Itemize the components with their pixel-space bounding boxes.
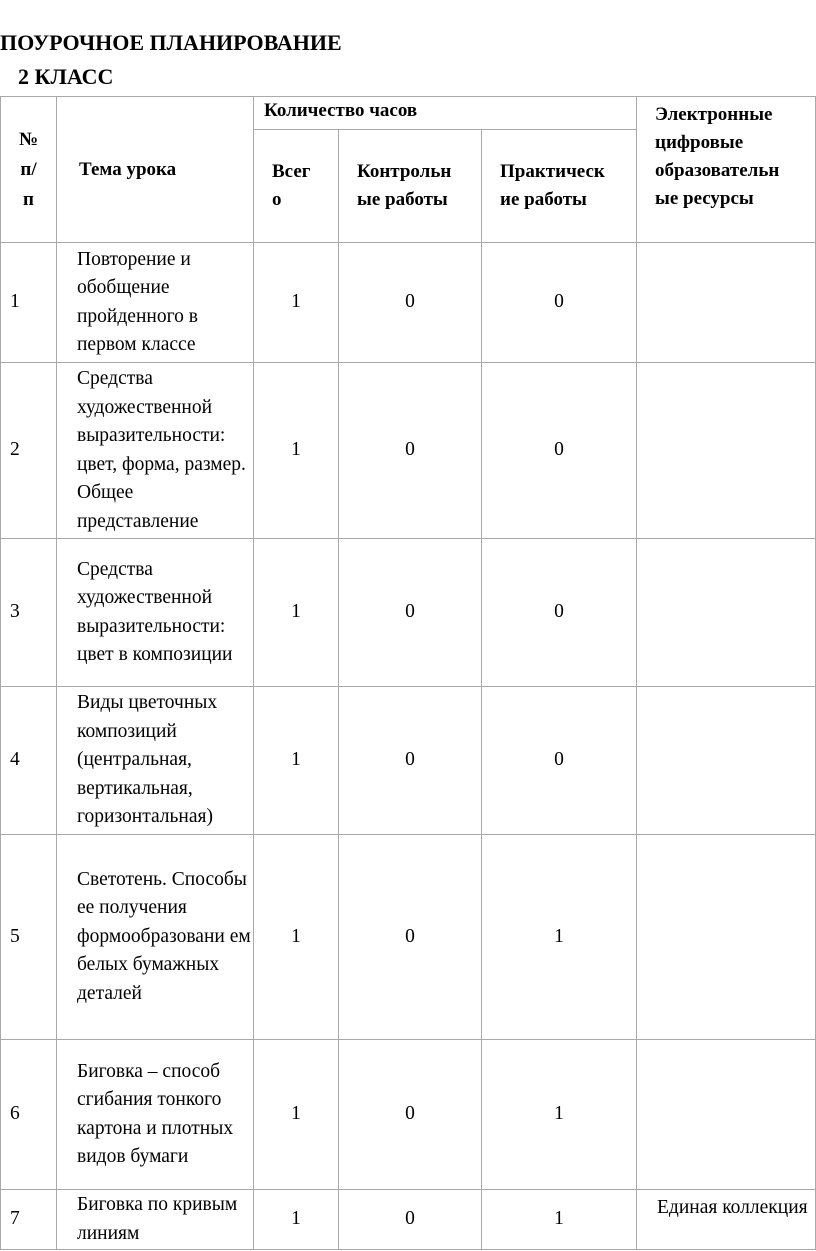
row-resources xyxy=(637,539,816,687)
table-row xyxy=(1,243,816,363)
row-number: 6 xyxy=(1,1040,57,1190)
header-hours-group: Количество часов xyxy=(254,97,637,130)
row-practical: 1 xyxy=(482,1190,637,1250)
row-topic: Светотень. Способы ее получения формообразовани ем белых бумажных деталей xyxy=(57,835,254,1040)
row-number: 4 xyxy=(1,687,57,835)
table-row xyxy=(1,687,816,835)
row-control: 0 xyxy=(339,1190,482,1250)
row-resources xyxy=(637,835,816,1040)
row-number: 5 xyxy=(1,835,57,1040)
row-practical: 0 xyxy=(482,539,637,687)
row-topic: Биговка по кривым линиям xyxy=(57,1190,254,1250)
row-total: 1 xyxy=(254,1190,339,1250)
row-control: 0 xyxy=(339,1040,482,1190)
row-control: 0 xyxy=(339,363,482,539)
row-practical: 0 xyxy=(482,363,637,539)
row-number: 2 xyxy=(1,363,57,539)
header-practical: Практическ ие работы xyxy=(482,130,637,243)
header-number: № п/п xyxy=(1,97,57,243)
page-title: ПОУРОЧНОЕ ПЛАНИРОВАНИЕ xyxy=(0,30,342,55)
header-control: Контрольн ые работы xyxy=(339,130,482,243)
row-total: 1 xyxy=(254,539,339,687)
row-resources: Единая коллекция xyxy=(637,1190,816,1250)
page-subtitle: 2 КЛАСС xyxy=(18,64,114,89)
row-total: 1 xyxy=(254,687,339,835)
row-practical: 1 xyxy=(482,1040,637,1190)
lesson-plan-table xyxy=(0,96,816,1250)
row-control: 0 xyxy=(339,539,482,687)
table-row xyxy=(1,539,816,687)
row-number: 3 xyxy=(1,539,57,687)
table-row xyxy=(1,363,816,539)
row-resources xyxy=(637,687,816,835)
row-total: 1 xyxy=(254,363,339,539)
row-number: 1 xyxy=(1,243,57,363)
row-total: 1 xyxy=(254,243,339,363)
row-resources xyxy=(637,363,816,539)
row-practical: 1 xyxy=(482,835,637,1040)
row-topic: Биговка – способ сгибания тонкого картона и плотных видов бумаги xyxy=(57,1040,254,1190)
row-topic: Повторение и обобщение пройденного в первом классе xyxy=(57,243,254,363)
row-topic: Средства художественной выразительности: цвет в композиции xyxy=(57,539,254,687)
row-practical: 0 xyxy=(482,687,637,835)
row-control: 0 xyxy=(339,243,482,363)
row-resources xyxy=(637,243,816,363)
header-resources: Электронные цифровые образовательн ые ресурсы xyxy=(637,97,816,243)
row-topic: Виды цветочных композиций (центральная, вертикальная, горизонтальная) xyxy=(57,687,254,835)
row-control: 0 xyxy=(339,835,482,1040)
table-row xyxy=(1,835,816,1040)
row-resources xyxy=(637,1040,816,1190)
row-control: 0 xyxy=(339,687,482,835)
row-practical: 0 xyxy=(482,243,637,363)
row-total: 1 xyxy=(254,835,339,1040)
header-topic: Тема урока xyxy=(57,97,254,243)
table-row xyxy=(1,1040,816,1190)
row-total: 1 xyxy=(254,1040,339,1190)
row-number: 7 xyxy=(1,1190,57,1250)
header-total: Всег о xyxy=(254,130,339,243)
row-topic: Средства художественной выразительности: цвет, форма, размер. Общее представление xyxy=(57,363,254,539)
table-row xyxy=(1,1190,816,1250)
